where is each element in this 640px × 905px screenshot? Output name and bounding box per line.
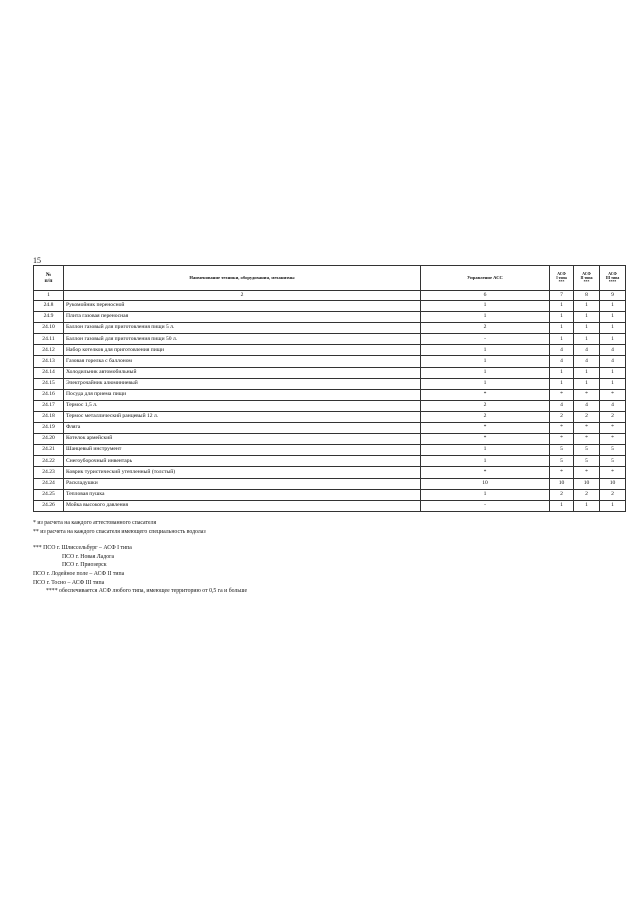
index-cell: 6 [421, 291, 550, 301]
row-value-uas: 1 [421, 445, 550, 456]
row-name-cell: Тепловая пушка [64, 489, 421, 500]
row-value-uas: 1 [421, 367, 550, 378]
table-row [34, 334, 626, 345]
row-value-asf3: 1 [600, 378, 626, 389]
table-row [34, 478, 626, 489]
index-cell: 1 [34, 291, 64, 301]
row-num-cell: 24.17 [34, 400, 64, 411]
row-value-asf3: 1 [600, 334, 626, 345]
column-index-row [34, 291, 626, 301]
footnote: *** ПСО г. Шлиссельбург – АСФ I типа [33, 545, 132, 552]
table-row [34, 411, 626, 422]
row-value-asf3: * [600, 434, 626, 445]
row-value-asf1: * [550, 389, 574, 400]
row-value-asf2: 4 [574, 345, 600, 356]
row-num-cell: 24.24 [34, 478, 64, 489]
row-name-cell: Холодильник автомобильный [64, 367, 421, 378]
row-value-asf3: 5 [600, 456, 626, 467]
row-value-uas: 2 [421, 411, 550, 422]
row-value-uas: 1 [421, 301, 550, 312]
table-row [34, 367, 626, 378]
row-name-cell: Коврик туристический утепленный (толстый) [64, 467, 421, 478]
table-row [34, 389, 626, 400]
header-asf3: АСФ III типа **** [600, 266, 626, 291]
table-row [34, 456, 626, 467]
row-value-uas: * [421, 389, 550, 400]
row-value-uas: 1 [421, 356, 550, 367]
row-value-asf1: * [550, 434, 574, 445]
row-value-asf2: 4 [574, 400, 600, 411]
table-row [34, 312, 626, 323]
row-value-uas: 1 [421, 312, 550, 323]
table-row [34, 489, 626, 500]
row-value-asf3: 4 [600, 356, 626, 367]
index-cell: 9 [600, 291, 626, 301]
row-value-uas: * [421, 467, 550, 478]
row-value-asf3: 10 [600, 478, 626, 489]
row-value-asf3: * [600, 467, 626, 478]
row-value-asf3: * [600, 389, 626, 400]
row-num-cell: 24.21 [34, 445, 64, 456]
row-name-cell: Плита газовая переносная [64, 312, 421, 323]
row-name-cell: Баллон газовый для приготовления пищи 5 л. [64, 323, 421, 334]
table-header-row [34, 266, 626, 291]
row-num-cell: 24.11 [34, 334, 64, 345]
row-num-cell: 24.26 [34, 500, 64, 511]
header-name: Наименование техники, оборудования, механизмы [64, 266, 421, 291]
table-row [34, 345, 626, 356]
row-value-asf2: * [574, 434, 600, 445]
row-value-asf3: 1 [600, 323, 626, 334]
footnote: ** из расчета на каждого спасателя имеющего специальность водолаз [33, 528, 206, 535]
row-name-cell: Раскладушки [64, 478, 421, 489]
row-num-cell: 24.20 [34, 434, 64, 445]
table-row [34, 356, 626, 367]
row-value-asf2: 1 [574, 500, 600, 511]
index-cell: 2 [64, 291, 421, 301]
row-value-uas: 1 [421, 345, 550, 356]
row-value-uas: 1 [421, 456, 550, 467]
row-value-asf2: 1 [574, 301, 600, 312]
table-row [34, 467, 626, 478]
footnote: ПСО г. Приозерск [62, 562, 107, 569]
row-name-cell: Мойка высокого давления [64, 500, 421, 511]
row-value-asf3: * [600, 423, 626, 434]
row-value-asf2: * [574, 423, 600, 434]
row-name-cell: Посуда для приема пищи [64, 389, 421, 400]
row-value-uas: - [421, 334, 550, 345]
row-num-cell: 24.8 [34, 301, 64, 312]
row-value-uas: * [421, 434, 550, 445]
row-num-cell: 24.15 [34, 378, 64, 389]
row-value-asf2: 1 [574, 378, 600, 389]
row-num-cell: 24.23 [34, 467, 64, 478]
row-num-cell: 24.13 [34, 356, 64, 367]
table-row [34, 434, 626, 445]
row-value-uas: - [421, 500, 550, 511]
table-row [34, 323, 626, 334]
row-num-cell: 24.18 [34, 411, 64, 422]
row-value-asf3: 5 [600, 445, 626, 456]
row-value-asf1: 4 [550, 400, 574, 411]
header-asf1: АСФ I типа *** [550, 266, 574, 291]
row-value-asf1: 4 [550, 356, 574, 367]
row-value-asf1: 10 [550, 478, 574, 489]
index-cell: 7 [550, 291, 574, 301]
table-row [34, 423, 626, 434]
table-row [34, 500, 626, 511]
row-value-uas: 2 [421, 323, 550, 334]
row-num-cell: 24.25 [34, 489, 64, 500]
table-row [34, 378, 626, 389]
row-name-cell: Баллон газовый для приготовления пищи 50 л. [64, 334, 421, 345]
footnote: **** обеспечивается АСФ любого типа, имеющее территорию от 0,5 га и больше [46, 588, 248, 595]
row-value-asf1: 2 [550, 411, 574, 422]
row-value-uas: 2 [421, 400, 550, 411]
row-num-cell: 24.22 [34, 456, 64, 467]
row-value-asf1: * [550, 467, 574, 478]
row-value-asf2: 2 [574, 411, 600, 422]
header-asf2: АСФ II типа *** [574, 266, 600, 291]
row-value-asf3: 1 [600, 367, 626, 378]
row-value-asf2: 1 [574, 334, 600, 345]
row-value-asf3: 4 [600, 345, 626, 356]
row-value-asf3: 1 [600, 500, 626, 511]
row-name-cell: Термос 1,5 л. [64, 400, 421, 411]
row-value-asf2: 1 [574, 312, 600, 323]
row-value-asf3: 2 [600, 411, 626, 422]
row-num-cell: 24.19 [34, 423, 64, 434]
row-value-asf3: 4 [600, 400, 626, 411]
row-value-asf2: 1 [574, 367, 600, 378]
row-value-asf2: 2 [574, 489, 600, 500]
row-value-asf2: 1 [574, 323, 600, 334]
row-value-asf2: 5 [574, 445, 600, 456]
row-value-asf2: * [574, 389, 600, 400]
row-value-asf1: 5 [550, 445, 574, 456]
equipment-table [33, 265, 626, 512]
row-name-cell: Набор котелков для приготовления пищи [64, 345, 421, 356]
row-name-cell: Электрочайник алюминиевый [64, 378, 421, 389]
row-value-asf1: 5 [550, 456, 574, 467]
row-value-asf1: 2 [550, 489, 574, 500]
page-number: 15 [33, 256, 41, 265]
row-value-asf1: 1 [550, 367, 574, 378]
row-num-cell: 24.12 [34, 345, 64, 356]
row-name-cell: Рукомойник переносной [64, 301, 421, 312]
row-num-cell: 24.9 [34, 312, 64, 323]
row-name-cell: Шанцевый инструмент [64, 445, 421, 456]
row-value-uas: * [421, 423, 550, 434]
footnote: ПСО г. Тосно – АСФ III типа [33, 579, 105, 586]
row-value-asf3: 1 [600, 312, 626, 323]
table-row [34, 301, 626, 312]
row-value-asf1: 1 [550, 312, 574, 323]
row-value-asf1: 4 [550, 345, 574, 356]
table-row [34, 445, 626, 456]
row-name-cell: Термос металлический ранцевый 12 л. [64, 411, 421, 422]
row-num-cell: 24.16 [34, 389, 64, 400]
row-value-uas: 1 [421, 378, 550, 389]
header-uas: Управление АСС [421, 266, 550, 291]
row-value-asf2: 10 [574, 478, 600, 489]
footnote: * из расчета на каждого аттестованного спасателя [33, 520, 157, 526]
row-num-cell: 24.14 [34, 367, 64, 378]
row-value-asf3: 2 [600, 489, 626, 500]
row-num-cell: 24.10 [34, 323, 64, 334]
row-value-asf1: 1 [550, 323, 574, 334]
row-value-asf2: * [574, 467, 600, 478]
row-value-asf2: 4 [574, 356, 600, 367]
footnote: ПСО г. Новая Ладога [62, 553, 115, 560]
footnotes [33, 519, 593, 596]
table-row [34, 400, 626, 411]
header-num: № п/п [34, 266, 64, 291]
row-value-asf1: 1 [550, 378, 574, 389]
footnote: ПСО г. Лодейное поле – АСФ II типа [33, 570, 125, 577]
row-name-cell: Фляга [64, 423, 421, 434]
row-value-asf2: 5 [574, 456, 600, 467]
row-value-uas: 10 [421, 478, 550, 489]
row-value-asf1: 1 [550, 334, 574, 345]
row-value-asf3: 1 [600, 301, 626, 312]
row-name-cell: Газовая горелка с баллоном [64, 356, 421, 367]
row-value-asf1: 1 [550, 301, 574, 312]
index-cell: 8 [574, 291, 600, 301]
row-name-cell: Снегоуборочный инвентарь [64, 456, 421, 467]
row-value-asf1: * [550, 423, 574, 434]
row-value-uas: 1 [421, 489, 550, 500]
row-value-asf1: 1 [550, 500, 574, 511]
row-name-cell: Котелок армейский [64, 434, 421, 445]
